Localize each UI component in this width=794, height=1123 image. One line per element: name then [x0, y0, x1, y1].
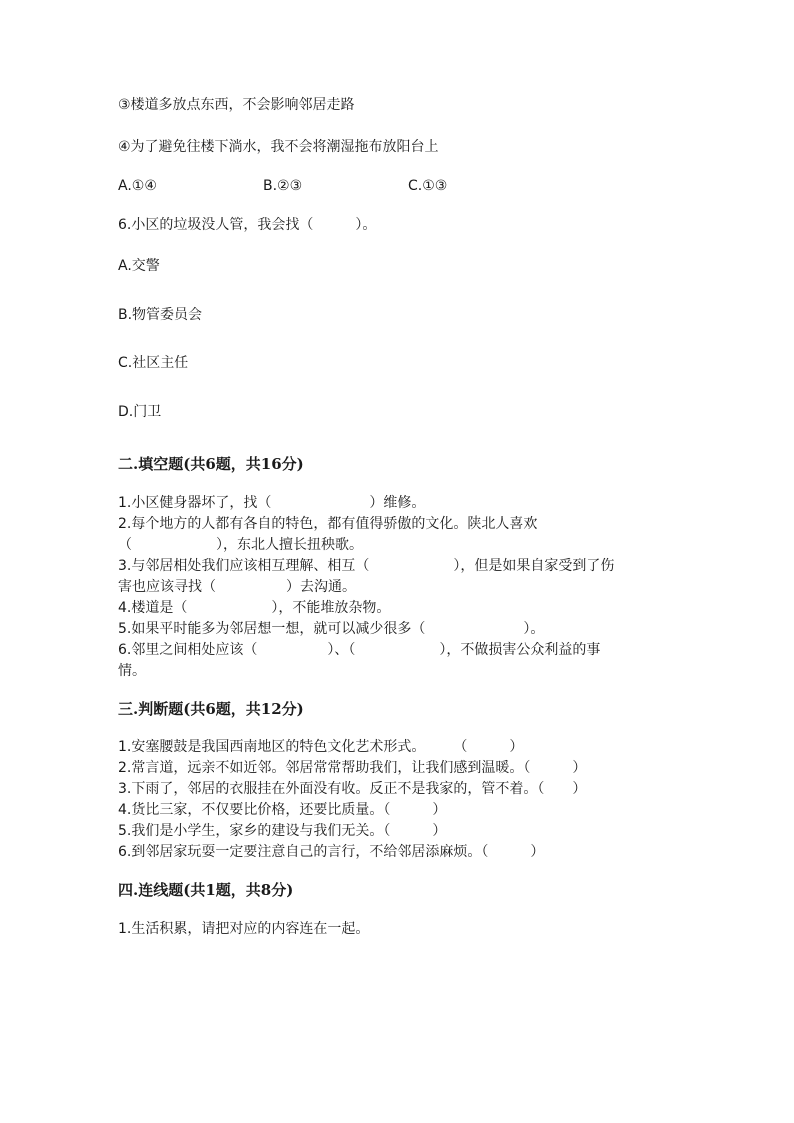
section-4-heading: 四.连线题(共1题，共8分) — [118, 881, 294, 899]
fill-in-line: 3.与邻居相处我们应该相互理解、相互（ ），但是如果自家受到了伤 — [118, 558, 615, 574]
prev-question-option-c: C.①③ — [408, 178, 448, 194]
prev-question-option-b: B.②③ — [263, 178, 303, 194]
question-6-option-c: C.社区主任 — [118, 355, 189, 371]
true-false-line: 5.我们是小学生，家乡的建设与我们无关。（ ） — [118, 823, 447, 839]
fill-in-line: 4.楼道是（ ），不能堆放杂物。 — [118, 600, 391, 616]
section-3-heading: 三.判断题(共6题，共12分) — [118, 700, 304, 718]
fill-in-line: 6.邻里之间相处应该（ ）、（ ），不做损害公众利益的事 — [118, 642, 601, 658]
prev-question-option-a: A.①④ — [118, 178, 157, 194]
prev-question-item-4: ④为了避免往楼下淌水，我不会将潮湿拖布放阳台上 — [118, 139, 439, 155]
true-false-line: 3.下雨了，邻居的衣服挂在外面没有收。反正不是我家的，管不着。（ ） — [118, 781, 587, 797]
fill-in-line: 1.小区健身器坏了，找（ ）维修。 — [118, 495, 426, 511]
fill-in-line: 2.每个地方的人都有各自的特色，都有值得骄傲的文化。陕北人喜欢 — [118, 516, 538, 532]
true-false-line: 6.到邻居家玩耍一定要注意自己的言行，不给邻居添麻烦。（ ） — [118, 844, 545, 860]
prev-question-item-3: ③楼道多放点东西，不会影响邻居走路 — [118, 97, 355, 113]
fill-in-line: （ ），东北人擅长扭秧歌。 — [118, 537, 363, 553]
fill-in-line: 情。 — [118, 663, 146, 679]
question-6-option-d: D.门卫 — [118, 404, 162, 420]
question-6-stem: 6.小区的垃圾没人管，我会找（ ）。 — [118, 217, 377, 233]
matching-question-1: 1.生活积累，请把对应的内容连在一起。 — [118, 921, 370, 937]
true-false-line: 2.常言道，远亲不如近邻。邻居常常帮助我们，让我们感到温暖。（ ） — [118, 760, 587, 776]
fill-in-line: 5.如果平时能多为邻居想一想，就可以减少很多（ ）。 — [118, 621, 545, 637]
true-false-line: 1.安塞腰鼓是我国西南地区的特色文化艺术形式。 （ ） — [118, 739, 524, 755]
question-6-option-a: A.交警 — [118, 258, 160, 274]
section-2-heading: 二.填空题(共6题，共16分) — [118, 455, 304, 473]
question-6-option-b: B.物管委员会 — [118, 307, 203, 323]
true-false-line: 4.货比三家，不仅要比价格，还要比质量。（ ） — [118, 802, 447, 818]
fill-in-line: 害也应该寻找（ ）去沟通。 — [118, 579, 356, 595]
